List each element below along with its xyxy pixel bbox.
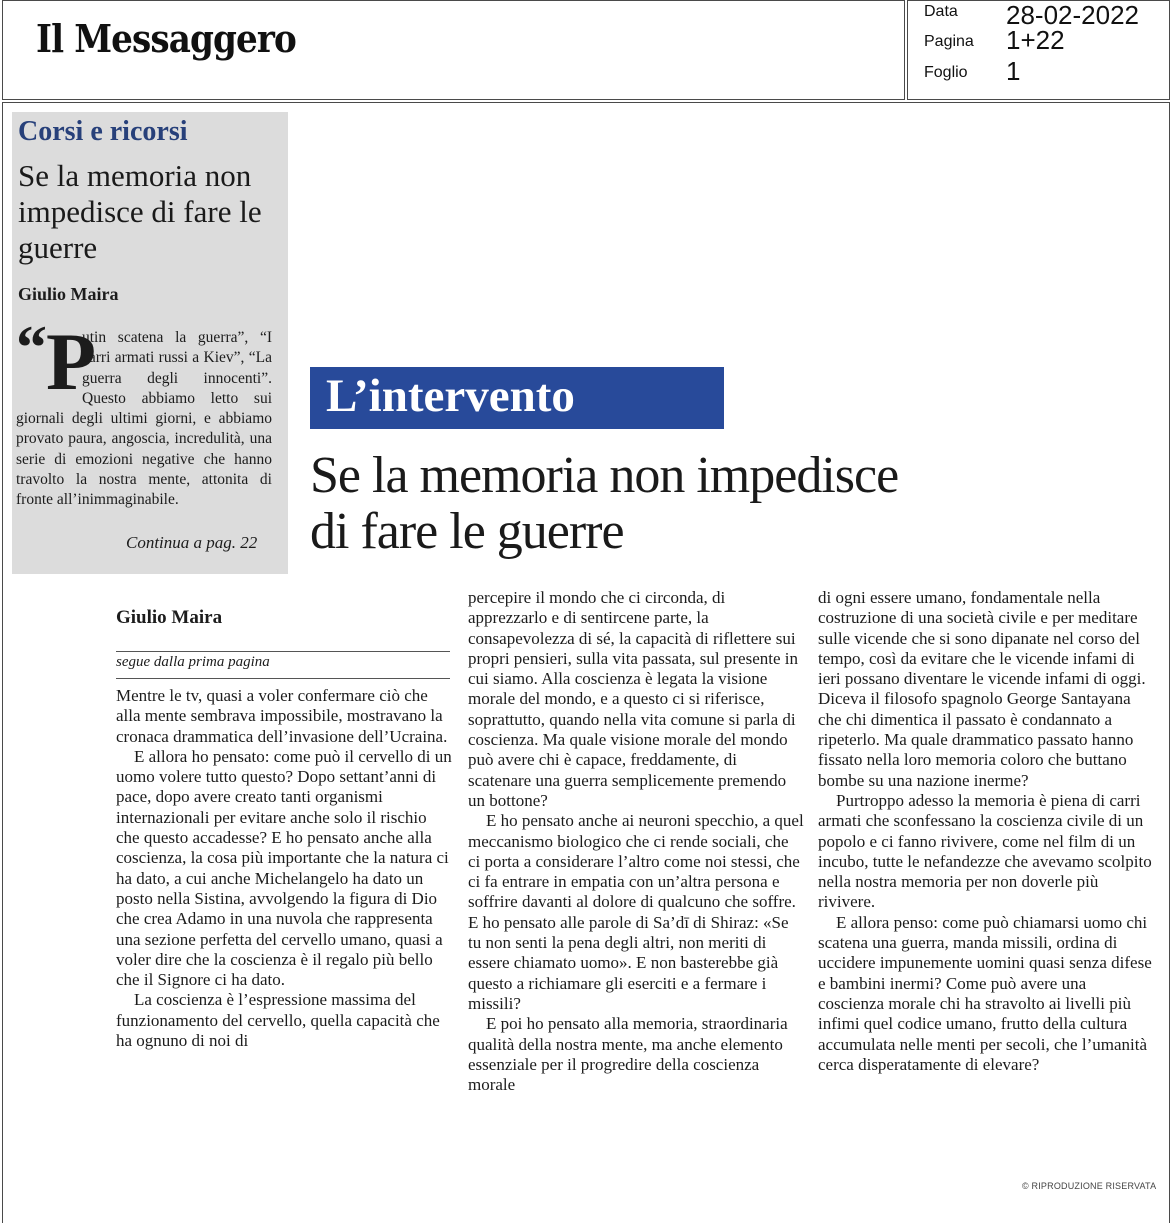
paragraph: Purtroppo adesso la memoria è piena di carri armati che sconfessano la coscienza civile di un popolo e ci fanno rivivere, come nel film di un incubo, tutte le nefandezze che avevamo scolpito nella nostra memoria per non doverle più rivivere.: [818, 790, 1152, 912]
article-column-2: [468, 588, 804, 1095]
quote-mark: “: [16, 314, 47, 382]
data-value: 28-02-2022: [1006, 0, 1139, 30]
paragraph: di ogni essere umano, fondamentale nella costruzione di una società civile e per meditare sulle vicende che si sono dipanate nel corso del tempo, così da evitare che le vicende infami di ieri possano diventare le vicende infami di oggi. Diceva il filosofo spagnolo George Santayana che chi dimentica il passato è condannato a ripeterlo. Ma quale drammatico passato hanno fissato nella loro memoria coloro che buttano bombe su una nazione inerme?: [818, 588, 1146, 790]
article-column-3: [818, 588, 1154, 1075]
paragraph: Mentre le tv, quasi a voler confermare ciò che alla mente sembrava impossibile, mostravano la cronaca drammatica dell’invasione dell’Ucraina.: [116, 686, 448, 746]
paragraph: E allora ho pensato: come può il cervello di un uomo volere tutto questo? Dopo settant’anni di pace, dopo avere creato tanti organismi internazionali per evitare anche solo il rischio che questo accadesse? E ho pensato anche alla coscienza, la cosa più importante che la natura ci ha dato, a cui anche Michelangelo ha dato un posto nella Sistina, avvolgendo la figura di Dio che crea Adamo in una nuvola che rappresenta una sezione perfetta del cervello umano, quasi a voler dire che la coscienza è il regalo più bello che il Signore ci ha dato.: [116, 746, 452, 990]
paragraph: E ho pensato anche ai neuroni specchio, a quel meccanismo biologico che ci rende sociali, che ci porta a considerare l’altro come noi stessi, che ci fa entrare in empatia con un’altra persona e soffrire davanti al dolore di qualcuno che soffre. E ho pensato alle parole di Sa’dī di Shiraz: «Se tu non senti la pena degli altri, non meriti di essere chiamato uomo». E non basterebbe già questo a richiamare gli eserciti e a fermare i missili?: [468, 811, 804, 1013]
follow-note: segue dalla prima pagina: [116, 654, 270, 670]
divider-top: [116, 651, 450, 652]
meta-data-row: [924, 3, 958, 21]
foglio-label: Foglio: [924, 64, 968, 81]
teaser-text-body: utin scatena la guerra”, “I carri armati russi a Kiev”, “La guerra degli innocenti”. Questo abbiamo letto sui giornali degli ultimi giorni, e abbiamo provato paura, angoscia, incredulità, una serie di emozioni negative che hanno travolto la nostra mente, attonita di fronte all’inimmaginabile.: [16, 329, 272, 509]
paragraph: percepire il mondo che ci circonda, di apprezzarlo e di sentircene parte, la consapevolezza di sé, la capacità di riflettere sui propri pensieri, sulla vita passata, sul presente in cui siamo. Alla coscienza è legata la visione morale del mondo, e a questo ci si riferisce, soprattutto, quando nella vita comune si parla di coscienza. Ma quale visione morale del mondo può avere chi è capace, freddamente, di scatenare una guerra semplicemente premendo un bottone?: [468, 588, 798, 810]
teaser-text: [16, 328, 272, 511]
dropcap-letter: P: [46, 316, 97, 407]
article-title: Se la memoria non impedisce di fare le guerre: [310, 447, 899, 560]
data-label: Data: [924, 3, 958, 20]
article-byline: Giulio Maira: [116, 607, 223, 628]
newspaper-logo: Il Messaggero: [36, 16, 296, 61]
pagina-value: 1+22: [1006, 25, 1065, 55]
teaser-title: Se la memoria non impedisce di fare le guerre: [18, 158, 262, 265]
paragraph: E poi ho pensato alla memoria, straordinaria qualità della nostra mente, ma anche elemento essenziale per il progredire della coscienza morale: [468, 1014, 788, 1095]
meta-pagina-row: [924, 33, 974, 51]
copyright-notice: © RIPRODUZIONE RISERVATA: [1022, 1181, 1157, 1191]
paragraph: E allora penso: come può chiamarsi uomo chi scatena una guerra, manda missili, ordina di uccidere impunemente uomini quasi senza difese e bambini inermi? Come può avere una coscienza morale chi ha stravolto ai livelli più infimi quel codice umano, frutto della cultura accumulata nelle menti per secoli, che l’umanità cerca disperatamente di elevare?: [818, 912, 1152, 1074]
foglio-value: 1: [1006, 56, 1021, 86]
paragraph: La coscienza è l’espressione massima del funzionamento del cervello, quella capacità che ha ognuno di noi di: [116, 990, 440, 1051]
divider-bottom: [116, 678, 450, 679]
section-banner-label: L’intervento: [326, 370, 575, 422]
article-column-1: [116, 686, 452, 1051]
teaser-kicker: Corsi e ricorsi: [18, 116, 188, 147]
pagina-label: Pagina: [924, 33, 974, 50]
teaser-author: Giulio Maira: [18, 284, 119, 304]
meta-foglio-row: [924, 64, 968, 82]
continue-link[interactable]: Continua a pag. 22: [126, 533, 258, 552]
